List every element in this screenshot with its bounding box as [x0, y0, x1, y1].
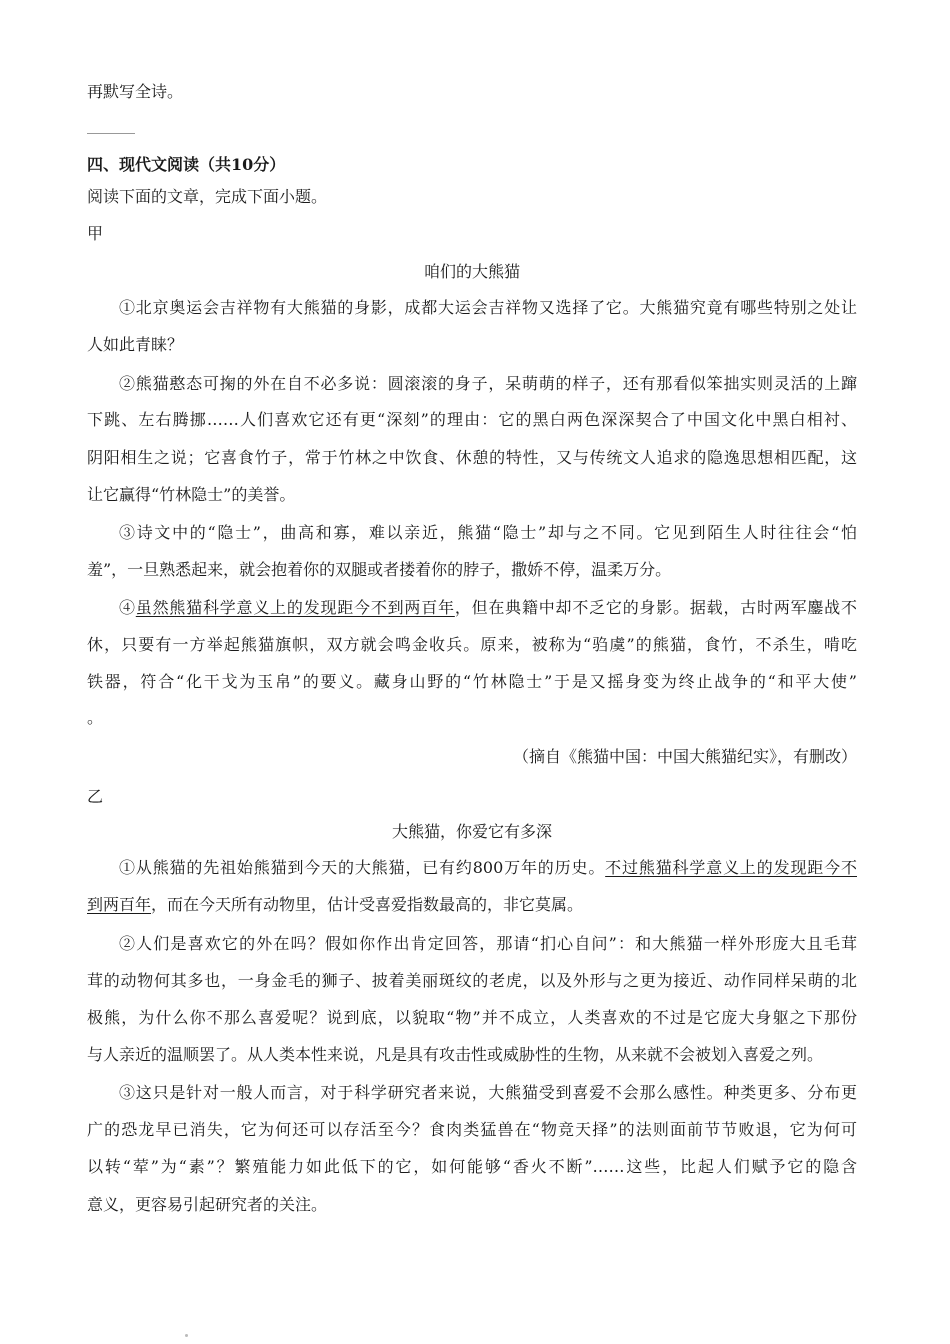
text-line: 意义，更容易引起研究者的关注。 [87, 1195, 328, 1214]
section-instruction: 阅读下面的文章，完成下面小题。 [87, 187, 328, 206]
text-line: 羞”，一旦熟悉起来，就会抱着你的双腿或者搂着你的脖子，撒娇不停，温柔万分。 [87, 560, 672, 579]
text-line: 阴阳相生之说；它喜食竹子，常于竹林之中饮食、休憩的特性，又与传统文人追求的隐逸思想相匹配，这 [87, 448, 857, 467]
underlined-sentence: 不过熊猫科学意义上的发现距今不 [605, 858, 857, 877]
text-span: ，但在典籍中却不乏它的身影。据载，古时两军鏖战不 [454, 598, 857, 617]
text-line: 与人亲近的温顺罢了。从人类本性来说，凡是具有攻击性或威胁性的生物，从来就不会被划入喜爱之列。 [87, 1045, 824, 1064]
text-a-source: （摘自《熊猫中国：中国大熊猫纪实》，有删改） [512, 747, 857, 766]
text-line: 。 [87, 708, 104, 727]
previous-question-tail: 再默写全诗。 [87, 82, 184, 101]
text-line: ②熊猫憨态可掬的外在自不必多说：圆滚滚的身子，呆萌萌的样子，还有那看似笨拙实则灵活的上蹿 [119, 374, 857, 393]
text-span: ①从熊猫的先祖始熊猫到今天的大熊猫，已有约800万年的历史。 [119, 858, 606, 877]
text-line: ③这只是针对一般人而言，对于科学研究者来说，大熊猫受到喜爱不会那么感性。种类更多、分布更 [119, 1083, 857, 1102]
underlined-sentence: 虽然熊猫科学意义上的发现距今不到两百年 [135, 598, 455, 617]
text-line: 以转“荤”为“素”？繁殖能力如此低下的它，如何能够“香火不断”……这些，比起人们赋予它的隐含 [87, 1157, 857, 1176]
text-b-label: 乙 [87, 787, 104, 806]
text-line [87, 858, 857, 878]
text-line: 下跳、左右腾挪……人们喜欢它还有更“深刻”的理由：它的黑白两色深深契合了中国文化中黑白相衬、 [87, 410, 857, 429]
section-heading: 四、现代文阅读（共10分） [87, 155, 286, 174]
text-line: ②人们是喜欢它的外在吗？假如你作出肯定回答，那请“扪心自问”：和大熊猫一样外形庞大且毛茸 [119, 934, 857, 953]
text-span: ，而在今天所有动物里，估计受喜爱指数最高的，非它莫属。 [151, 895, 584, 914]
para-number: ④ [119, 598, 136, 617]
text-line: 休，只要有一方举起熊猫旗帜，双方就会鸣金收兵。原来，被称为“驺虞”的熊猫，食竹，不杀生，啃吃 [87, 635, 857, 654]
text-line: ③诗文中的“隐士”，曲高和寡，难以亲近，熊猫“隐士”却与之不同。它见到陌生人时往往会“怕 [119, 523, 857, 542]
text-line: 极熊，为什么你不那么喜爱呢？说到底，以貌取“物”并不成立，人类喜欢的不过是它庞大身躯之下那份 [87, 1008, 857, 1027]
text-a-title: 咱们的大熊猫 [423, 262, 520, 281]
text-line: 广的恐龙早已消失，它为何还可以存活至今？食肉类猛兽在“物竞天择”的法则面前节节败退，它为何可 [87, 1120, 857, 1139]
text-line: ①北京奥运会吉祥物有大熊猫的身影，成都大运会吉祥物又选择了它。大熊猫究竟有哪些特别之处让 [119, 298, 857, 317]
page-mark [185, 1334, 188, 1337]
text-a-label: 甲 [87, 224, 104, 243]
text-line: 让它赢得“竹林隐士”的美誉。 [87, 485, 296, 504]
text-line: 人如此青睐？ [87, 335, 184, 354]
answer-blank-line [87, 133, 135, 134]
text-line [87, 598, 857, 618]
text-line: 茸的动物何其多也，一身金毛的狮子、披着美丽斑纹的老虎，以及外形与之更为接近、动作同样呆萌的北 [87, 971, 857, 990]
text-line: 铁器，符合“化干戈为玉帛”的要义。藏身山野的“竹林隐士”于是又摇身变为终止战争的“和平大使” [87, 672, 857, 691]
text-line [87, 895, 857, 915]
underlined-sentence: 到两百年 [87, 895, 152, 914]
text-b-title: 大熊猫，你爱它有多深 [391, 822, 552, 841]
